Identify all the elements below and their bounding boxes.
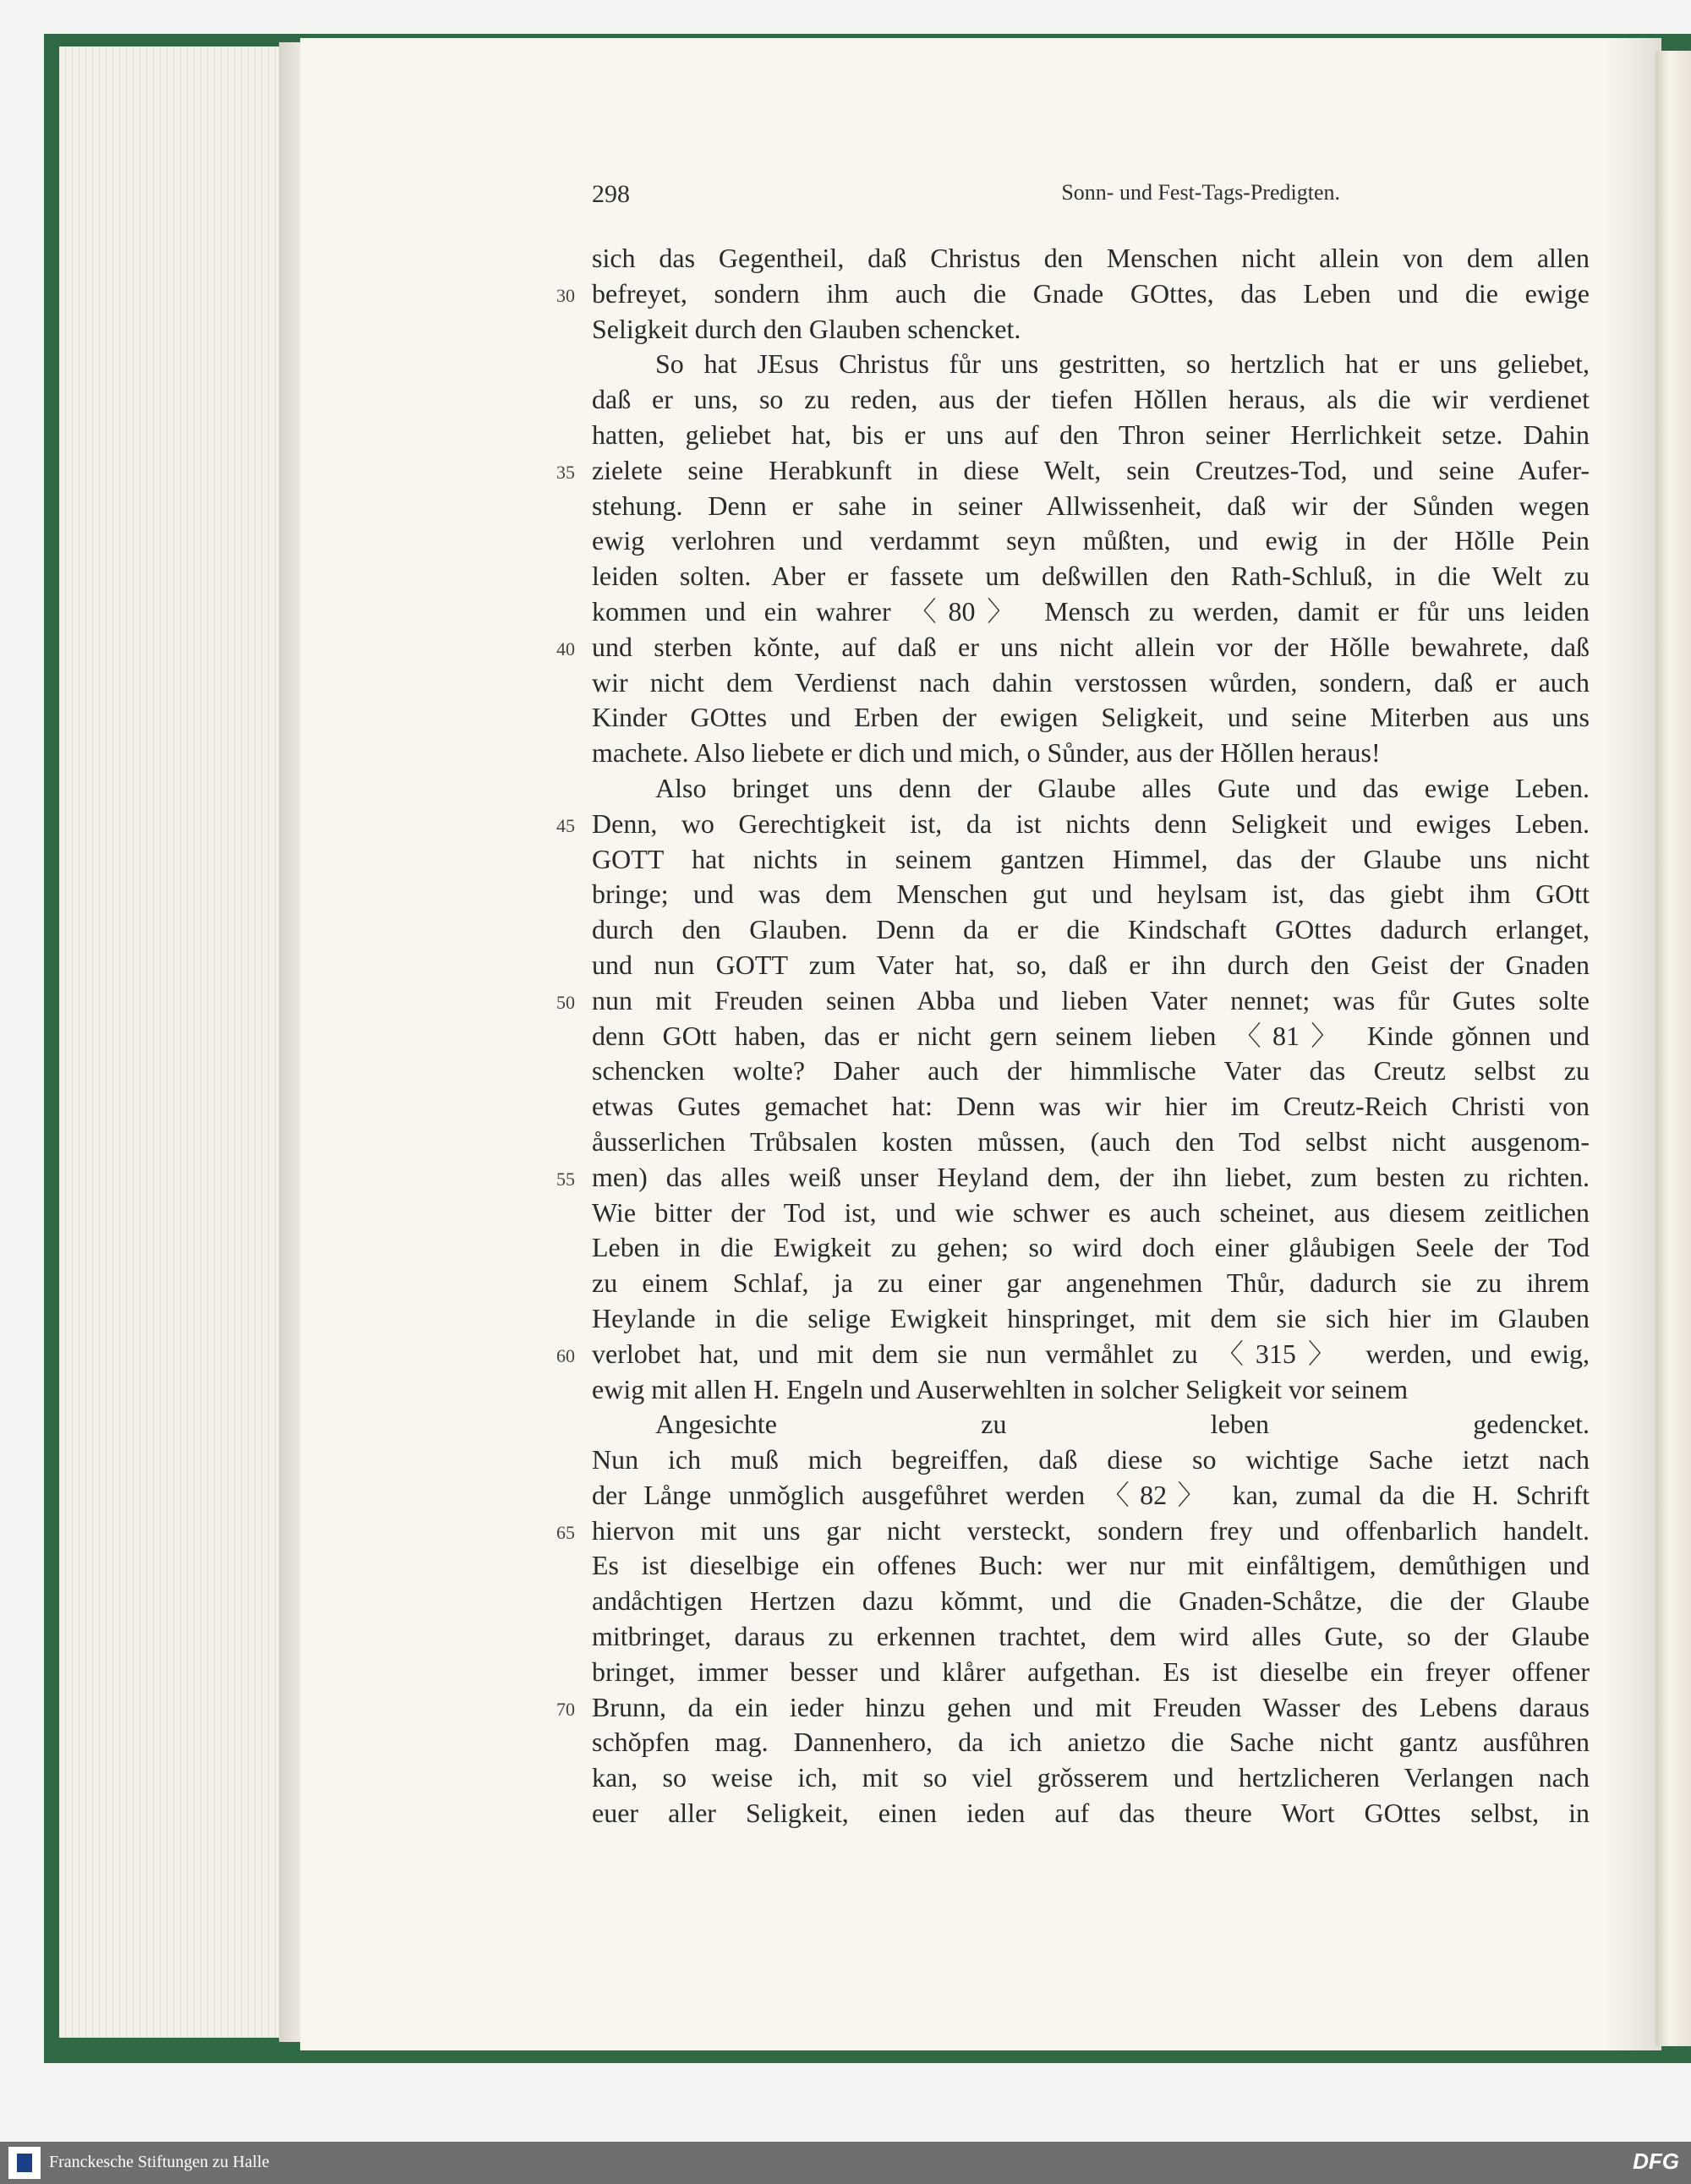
logo-mark: [17, 2154, 32, 2172]
text-line: [592, 418, 1590, 453]
text-line: [556, 1690, 1590, 1726]
line-text: GOTT hat nichts in seinem gantzen Himmel, das der Glaube uns nicht: [592, 843, 1590, 874]
text-line: [592, 347, 1590, 382]
line-text: denn GOtt haben, das er nicht gern seinem lieben 〈81〉 Kinde gǒnnen und: [592, 1020, 1590, 1051]
text-line: [592, 948, 1590, 983]
line-text: Denn, wo Gerechtigkeit ist, da ist nichts denn Seligkeit und ewiges Leben.: [592, 807, 1590, 839]
line-text: schencken wolte? Daher auch der himmlische Vater das Creutz selbst zu: [592, 1055, 1590, 1087]
line-text: und sterben kǒnte, auf daß er uns nicht allein vor der Hǒlle bewahrete, daß: [592, 631, 1590, 662]
line-text: mitbringet, daraus zu erkennen trachtet, dem wird alles Gute, so der Glaube: [592, 1621, 1590, 1652]
line-number: 55: [556, 1168, 575, 1190]
text-line: [592, 1725, 1590, 1760]
text-line: [592, 1019, 1590, 1054]
dfg-logo: DFG: [1633, 2148, 1679, 2174]
text-line: [556, 807, 1590, 842]
line-number: 50: [556, 991, 575, 1013]
text-line: [592, 1125, 1590, 1160]
line-text: Also bringet uns denn der Glaube alles Gute und das ewige Leben.: [655, 772, 1590, 803]
text-line: [592, 1054, 1590, 1089]
text-line: [592, 877, 1590, 912]
line-text: zu einem Schlaf, ja zu einer gar angenehmen Thůr, dadurch sie zu ihrem: [592, 1267, 1590, 1299]
line-text: Wie bitter der Tod ist, und wie schwer es auch scheinet, aus diesem zeitlichen: [592, 1196, 1590, 1228]
text-line: [556, 1160, 1590, 1196]
line-text: und nun GOTT zum Vater hat, so, daß er ihn durch den Geist der Gnaden: [592, 949, 1590, 980]
line-text: So hat JEsus Christus fůr uns gestritten, so hertzlich hat er uns geliebet,: [655, 348, 1590, 380]
text-line: [592, 665, 1590, 701]
line-text: machete. Also liebete er dich und mich, o Sůnder, aus der Hǒllen heraus!: [592, 737, 1381, 769]
line-text: bringet, immer besser und klårer aufgethan. Es ist dieselbe ein freyer offener: [592, 1656, 1590, 1687]
text-line: [592, 1619, 1590, 1655]
line-text: kommen und ein wahrer 〈80〉 Mensch zu werden, damit er fůr uns leiden: [592, 595, 1590, 627]
text-line: [592, 1442, 1590, 1478]
text-line: [592, 1372, 1590, 1408]
line-number: 65: [556, 1521, 575, 1543]
text-line: [592, 1230, 1590, 1266]
line-text: kan, so weise ich, mit so viel grǒsserem und hertzlicheren Verlangen nach: [592, 1762, 1590, 1793]
line-text: befreyet, sondern ihm auch die Gnade GOttes, das Leben und die ewige: [592, 277, 1590, 309]
line-text: Brunn, da ein ieder hinzu gehen und mit Freuden Wasser des Lebens daraus: [592, 1691, 1590, 1722]
line-text: etwas Gutes gemachet hat: Denn was wir hier im Creutz-Reich Christi von: [592, 1091, 1590, 1122]
text-line: [592, 1407, 1590, 1442]
line-text: Nun ich muß mich begreiffen, daß diese so wichtige Sache ietzt nach: [592, 1444, 1590, 1475]
text-line: [592, 1584, 1590, 1619]
text-line: [592, 1266, 1590, 1301]
institution-logo-icon: [8, 2147, 41, 2179]
text-line: [592, 1301, 1590, 1337]
text-line: [592, 312, 1590, 348]
text-line: [592, 241, 1590, 276]
line-text: Seligkeit durch den Glauben schencket.: [592, 313, 1021, 344]
running-head: [592, 180, 1340, 214]
text-line: [556, 630, 1590, 665]
institution-name: Franckesche Stiftungen zu Halle: [49, 2153, 270, 2171]
line-text: ewig verlohren und verdammt seyn můßten, und ewig in der Hǒlle Pein: [592, 525, 1590, 556]
line-number: 45: [556, 814, 575, 836]
text-line: [592, 594, 1590, 630]
line-text: nun mit Freuden seinen Abba und lieben Vater nennet; was fůr Gutes solte: [592, 984, 1590, 1015]
line-number: 35: [556, 461, 575, 483]
line-text: Es ist dieselbige ein offenes Buch: wer nur mit einfåltigem, demůthigen und: [592, 1550, 1590, 1581]
text-line: [592, 523, 1590, 559]
text-line: [592, 1655, 1590, 1690]
line-text: stehung. Denn er sahe in seiner Allwissenheit, daß wir der Sůnden wegen: [592, 490, 1590, 521]
text-line: [556, 1513, 1590, 1549]
line-text: Kinder GOttes und Erben der ewigen Seligkeit, und seine Miterben aus uns: [592, 702, 1590, 733]
line-number: 40: [556, 638, 575, 660]
line-text: men) das alles weiß unser Heyland dem, der ihn liebet, zum besten zu richten.: [592, 1161, 1590, 1192]
line-number: 30: [556, 284, 575, 306]
line-text: leiden solten. Aber er fassete um deßwillen den Rath-Schluß, in die Welt zu: [592, 561, 1590, 592]
line-text: andåchtigen Hertzen dazu kǒmmt, und die Gnaden-Schåtze, die der Glaube: [592, 1585, 1590, 1617]
line-text: Heylande in die selige Ewigkeit hinspringet, mit dem sie sich hier im Glauben: [592, 1302, 1590, 1333]
text-line: [592, 1478, 1590, 1513]
text-line: [592, 1089, 1590, 1125]
line-number: 70: [556, 1698, 575, 1720]
text-line: [592, 559, 1590, 594]
line-text: zielete seine Herabkunft in diese Welt, sein Creutzes-Tod, und seine Aufer-: [592, 454, 1590, 485]
line-text: wir nicht dem Verdienst nach dahin verstossen wůrden, sondern, daß er auch: [592, 666, 1590, 698]
line-text: verlobet hat, und mit dem sie nun vermåhlet zu 〈315〉 werden, und ewig,: [592, 1338, 1590, 1369]
line-text: ewig mit allen H. Engeln und Auserwehlten in solcher Seligkeit vor seinem: [592, 1373, 1409, 1404]
text-line: [592, 1760, 1590, 1796]
text-line: [592, 771, 1590, 807]
text-line: [592, 912, 1590, 948]
line-text: sich das Gegentheil, daß Christus den Menschen nicht allein von dem allen: [592, 243, 1590, 273]
line-text: durch den Glauben. Denn da er die Kindschaft GOttes dadurch erlanget,: [592, 914, 1590, 945]
text-line: [592, 1196, 1590, 1231]
line-text: schǒpfen mag. Dannenhero, da ich anietzo die Sache nicht gantz ausfůhren: [592, 1727, 1590, 1758]
text-block: [556, 241, 1590, 1831]
line-text: åusserlichen Trůbsalen kosten můssen, (auch den Tod selbst nicht ausgenom-: [592, 1125, 1590, 1157]
text-line: [592, 382, 1590, 418]
gutter-shadow: [1606, 38, 1661, 2050]
text-line: [592, 736, 1590, 771]
line-text: hiervon mit uns gar nicht versteckt, sondern frey und offenbarlich handelt.: [592, 1514, 1590, 1546]
line-text: euer aller Seligkeit, einen ieden auf das theure Wort GOttes selbst, in: [592, 1798, 1590, 1829]
running-title: Sonn- und Fest-Tags-Predigten.: [1061, 180, 1340, 205]
line-text: Angesichte zu leben gedencket.: [655, 1409, 1590, 1440]
line-text: Leben in die Ewigkeit zu gehen; so wird doch einer glåubigen Seele der Tod: [592, 1232, 1590, 1263]
text-line: [592, 489, 1590, 524]
line-text: daß er uns, so zu reden, aus der tiefen Hǒllen heraus, als die wir verdienet: [592, 384, 1590, 415]
text-line: [592, 1548, 1590, 1584]
text-line: [592, 842, 1590, 878]
line-number: 60: [556, 1344, 575, 1366]
page-edges: [59, 47, 304, 2038]
text-line: [556, 453, 1590, 489]
text-line: [556, 983, 1590, 1019]
text-line: [556, 276, 1590, 312]
line-text: der Långe unmǒglich ausgefůhret werden 〈82〉 kan, zumal da die H. Schrift: [592, 1479, 1590, 1510]
text-line: [592, 1796, 1590, 1831]
facing-page-edge: [1655, 51, 1691, 2046]
footer-bar: [0, 2142, 1691, 2184]
page-number: 298: [592, 180, 630, 208]
line-text: hatten, geliebet hat, bis er uns auf den Thron seiner Herrlichkeit setze. Dahin: [592, 419, 1590, 450]
text-line: [556, 1337, 1590, 1372]
text-line: [592, 700, 1590, 736]
line-text: bringe; und was dem Menschen gut und heylsam ist, das giebt ihm GOtt: [592, 879, 1590, 910]
